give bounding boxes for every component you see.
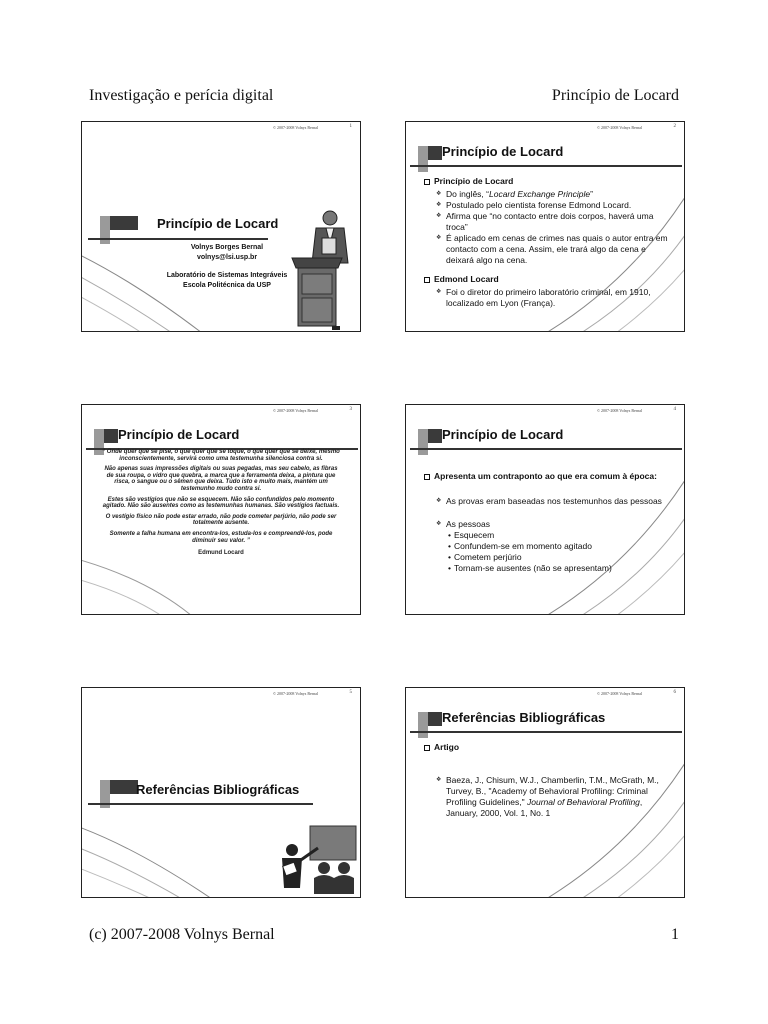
- slide-1: [81, 121, 361, 332]
- reference-text: , January, 2000, Vol. 1, No. 1: [446, 797, 643, 818]
- slide-copyright: © 2007-2008 Volnys Bernal: [596, 408, 642, 413]
- bullet-label: Apresenta um contraponto ao que era comum à época:: [434, 471, 657, 481]
- bullet-label: Edmond Locard: [434, 274, 499, 284]
- slide-title: Referências Bibliográficas: [136, 782, 300, 797]
- quote-signature: Edmund Locard: [198, 550, 244, 557]
- sub-bullet-text: Afirma que “no contacto entre dois corpos, haverá uma troca”: [446, 211, 654, 232]
- reference-journal: Journal of Behavioral Profiling: [526, 797, 640, 807]
- page-header-right: Princípio de Locard: [551, 87, 679, 104]
- title-underline: [88, 238, 268, 240]
- sub-sub-bullet-item: • Tornam-se ausentes (não se apresentam): [424, 563, 676, 574]
- bullet-item: [424, 176, 676, 187]
- title-bar-block: [104, 429, 118, 443]
- slide-number: 4: [673, 407, 676, 412]
- presenter-audience-icon: [272, 824, 358, 896]
- reference-item: [424, 775, 676, 819]
- title-bar-accent: [418, 429, 428, 455]
- sub-bullet-text: As provas eram baseadas nos testemunhos das pessoas: [446, 496, 662, 506]
- bullet-list: [424, 176, 676, 309]
- sub-bullet-item: [424, 496, 676, 507]
- title-bar-accent: [418, 712, 428, 738]
- reference-text: Baeza, J., Chisum, W.J., Chamberlin, T.M., McGrath, M., Turvey, B., "Academy of Behavioral Profiling: Criminal Profiling Guidelines,": [446, 775, 659, 807]
- slide-3: [81, 404, 361, 615]
- slide-title: Referências Bibliográficas: [442, 710, 606, 725]
- title-underline: [410, 731, 682, 733]
- title-underline: [410, 448, 682, 450]
- title-bar-block: [428, 429, 442, 443]
- sub-bullet-item: [424, 189, 676, 200]
- title-bar-block: [428, 146, 442, 160]
- sub-bullet-emphasis: Locard Exchange Principle: [489, 189, 591, 199]
- bullet-item: [424, 742, 676, 753]
- bullet-item: [424, 274, 676, 285]
- slide-copyright: © 2007-2008 Volnys Bernal: [272, 691, 318, 696]
- page-header-left: Investigação e perícia digital: [89, 87, 274, 104]
- slide-2: [405, 121, 685, 332]
- bullet-label: Princípio de Locard: [434, 176, 514, 186]
- title-bar-block: [110, 780, 138, 794]
- slide-4: [405, 404, 685, 615]
- slide-number: 3: [349, 407, 352, 412]
- sub-bullet-text: As pessoas: [446, 519, 490, 529]
- slide-number: 2: [673, 124, 676, 129]
- slide-number: 6: [673, 690, 676, 695]
- sub-bullet-item: [424, 211, 676, 233]
- lab-name: Laboratório de Sistemas Integráveis: [166, 272, 288, 279]
- sub-bullet-item: [424, 233, 676, 266]
- sub-bullet-text: ”: [590, 189, 593, 199]
- title-underline: [410, 165, 682, 167]
- title-bar-block: [428, 712, 442, 726]
- quote-paragraph: Não apenas suas impressões digitais ou suas pegadas, mas seu cabelo, as fibras de sua roupa, o vidro que quebra, a marca que a ferramenta deixa, a pintura que risca, o sangue ou o sêmen que deixa. Tudo isto e muito mais, mantém um testemunho mudo contra si.: [104, 466, 338, 492]
- title-underline: [88, 803, 313, 805]
- author-email: volnys@lsi.usp.br: [196, 253, 258, 261]
- bullet-item: [424, 471, 676, 482]
- slide-6: [405, 687, 685, 898]
- slide-5: [81, 687, 361, 898]
- sub-bullet-item: [424, 200, 676, 211]
- sub-sub-bullet-item: • Esquecem: [424, 530, 676, 541]
- title-bar-block: [110, 216, 138, 230]
- quote-paragraph: Estes são vestígios que não se esquecem. Não são confundidos pelo momento agitado. Não são ausentes como as testemunhas humanas. São vestígios factuais.: [102, 496, 340, 510]
- quote-paragraph: O vestígio físico não pode estar errado, não pode cometer perjúrio, não pode ser totalmente ausente.: [105, 513, 337, 527]
- quote-paragraph: Somente a falha humana em encontra-los, estuda-los e compreendê-los, pode diminuir seu valor. ”: [109, 530, 333, 544]
- sub-sub-bullet-item: • Cometem perjúrio: [424, 552, 676, 563]
- sub-bullet-item: [424, 287, 676, 309]
- slide-copyright: © 2007-2008 Volnys Bernal: [596, 125, 642, 130]
- slide-number: 5: [349, 690, 352, 695]
- slide-copyright: © 2007-2008 Volnys Bernal: [596, 691, 642, 696]
- sub-sub-bullet-item: • Confundem-se em momento agitado: [424, 541, 676, 552]
- speaker-podium-icon: [286, 208, 356, 332]
- school-name: Escola Politécnica da USP: [183, 281, 271, 289]
- author-name: Volnys Borges Bernal: [190, 244, 264, 251]
- slide-title: Princípio de Locard: [442, 427, 564, 442]
- bullet-list: [424, 742, 676, 819]
- slide-copyright: © 2007-2008 Volnys Bernal: [272, 125, 318, 130]
- slide-title: Princípio de Locard: [157, 216, 279, 231]
- slide-copyright: © 2007-2008 Volnys Bernal: [272, 408, 318, 413]
- slide-number: 1: [349, 124, 352, 129]
- sub-bullet-text: É aplicado em cenas de crimes nas quais o autor entra em contacto com a cena. Assim, ele trará algo da cena e deixará algo na cena.: [446, 233, 668, 265]
- quote-paragraph: “ Onde quer que se pise, o que quer que se toque, o que quer que se deixe, mesmo inconscientemente, servirá como uma testemunha silenciosa contra si.: [102, 449, 340, 462]
- bullet-list: [424, 471, 676, 574]
- locard-quote: [102, 449, 340, 561]
- sub-bullet-text: Postulado pelo cientista forense Edmond Locard.: [446, 200, 632, 210]
- page-footer-left: (c) 2007-2008 Volnys Bernal: [89, 926, 275, 943]
- sub-bullet-text: Do inglês, “: [446, 189, 489, 199]
- sub-bullet-item: [424, 519, 676, 530]
- page-number: 1: [671, 926, 679, 943]
- title-bar-accent: [418, 146, 428, 172]
- bullet-label: Artigo: [434, 742, 460, 752]
- slide-title: Princípio de Locard: [442, 144, 564, 159]
- slide-title: Princípio de Locard: [118, 427, 240, 442]
- sub-bullet-text: Foi o diretor do primeiro laboratório criminal, em 1910, localizado em Lyon (França).: [446, 287, 651, 308]
